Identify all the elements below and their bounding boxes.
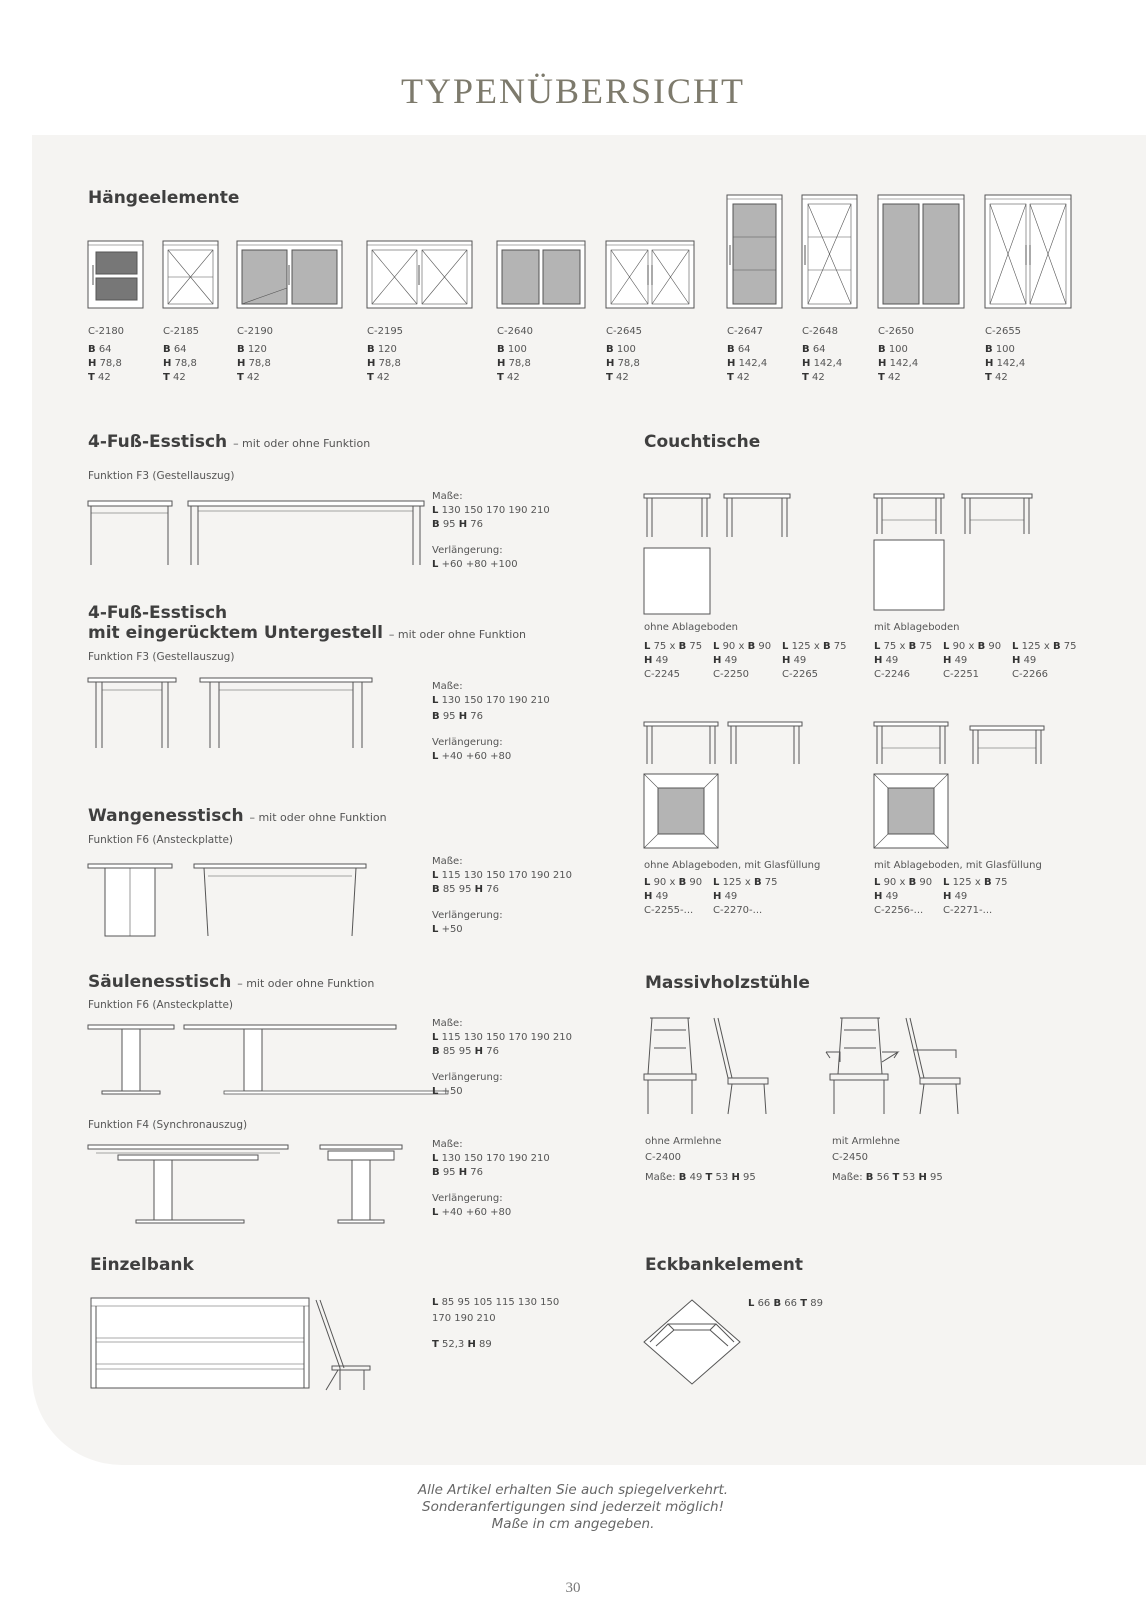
cabinet-c2648-drawing bbox=[802, 195, 857, 308]
cabinet-c2645-drawing bbox=[606, 241, 694, 308]
section-heading-wangenesstisch: Wangenesstisch – mit oder ohne Funktion bbox=[88, 806, 387, 826]
esstisch4-drawings bbox=[88, 495, 448, 575]
esstisch4-specs: Maße: L 130 150 170 190 210 B 95 H 76 Verlängerung: L +60 +80 +100 bbox=[432, 491, 550, 570]
page-number: 30 bbox=[565, 1580, 581, 1596]
cabinet-c2195-drawing bbox=[367, 241, 472, 308]
couch-spec: L 125 x B 75 H 49 C-2270-... bbox=[713, 877, 778, 916]
function-label: Funktion F4 (Synchronauszug) bbox=[88, 1119, 248, 1131]
esstisch4u-specs: Maße: L 130 150 170 190 210 B 95 H 76 Verlängerung: L +40 +60 +80 bbox=[432, 681, 550, 762]
cabinet-spec: C-2190 B 120 H 78,8 T 42 bbox=[237, 326, 274, 383]
chair-spec-ohne-armlehne: ohne Armlehne C-2400 Maße: B 49 T 53 H 95 bbox=[645, 1136, 756, 1183]
couch-spec: L 125 x B 75 H 49 C-2271-... bbox=[943, 877, 1008, 916]
eckbank-drawing bbox=[644, 1300, 754, 1390]
couchtische-glass-drawings bbox=[644, 722, 1084, 862]
cabinet-c2650-drawing bbox=[878, 195, 964, 308]
cabinet-spec: C-2650 B 100 H 142,4 T 42 bbox=[878, 326, 919, 383]
function-label: Funktion F6 (Ansteckplatte) bbox=[88, 999, 234, 1011]
cabinet-spec: C-2648 B 64 H 142,4 T 42 bbox=[802, 326, 843, 383]
couch-spec: L 125 x B 75 H 49 C-2266 bbox=[1012, 641, 1077, 680]
cabinet-spec: C-2655 B 100 H 142,4 T 42 bbox=[985, 326, 1026, 383]
section-heading-4fuss-esstisch: 4-Fuß-Esstisch – mit oder ohne Funktion bbox=[88, 432, 371, 452]
footer-note: Alle Artikel erhalten Sie auch spiegelverkehrt. Sonderanfertigungen sind jederzeit möglich! Maße in cm angegeben. bbox=[417, 1482, 729, 1532]
couch-spec: L 90 x B 90 H 49 C-2255-... bbox=[644, 877, 703, 916]
einzelbank-specs: L 85 95 105 115 130 150 170 190 210 T 52,3 H 89 bbox=[432, 1297, 560, 1350]
section-heading-4fuss-untergestell: 4-Fuß-Esstisch mit eingerücktem Untergestell – mit oder ohne Funktion bbox=[88, 603, 527, 643]
eckbank-specs: L 66 B 66 T 89 bbox=[748, 1298, 823, 1309]
section-heading-eckbankelement: Eckbankelement bbox=[645, 1255, 803, 1275]
cabinet-c2640-drawing bbox=[497, 241, 585, 308]
couch-spec: L 90 x B 90 H 49 C-2250 bbox=[713, 641, 772, 680]
wangen-specs: Maße: L 115 130 150 170 190 210 B 85 95 H 76 Verlängerung: L +50 bbox=[432, 856, 572, 935]
cabinet-spec: C-2645 B 100 H 78,8 T 42 bbox=[606, 326, 643, 383]
couchtische-plain-drawings bbox=[644, 494, 1084, 634]
saeulenesstisch-f4-drawings bbox=[88, 1145, 408, 1235]
section-heading-massivholzstuehle: Massivholzstühle bbox=[645, 973, 810, 993]
function-label: Funktion F6 (Ansteckplatte) bbox=[88, 834, 234, 846]
couch-spec: L 90 x B 90 H 49 C-2251 bbox=[943, 641, 1002, 680]
chairs-drawings bbox=[644, 1018, 1004, 1128]
cabinet-c2647-drawing bbox=[727, 195, 782, 308]
cabinet-spec: C-2640 B 100 H 78,8 T 42 bbox=[497, 326, 534, 383]
function-label: Funktion F3 (Gestellauszug) bbox=[88, 651, 235, 663]
cabinet-spec: C-2180 B 64 H 78,8 T 42 bbox=[88, 326, 125, 383]
saeulen-f4-specs: Maße: L 130 150 170 190 210 B 95 H 76 Verlängerung: L +40 +60 +80 bbox=[432, 1139, 550, 1218]
section-heading-haengeelemente: Hängeelemente bbox=[88, 188, 240, 208]
cabinet-spec: C-2647 B 64 H 142,4 T 42 bbox=[727, 326, 768, 383]
cabinet-c2655-drawing bbox=[985, 195, 1071, 308]
couch-spec: L 90 x B 90 H 49 C-2256-... bbox=[874, 877, 933, 916]
section-heading-einzelbank: Einzelbank bbox=[90, 1255, 194, 1275]
cabinet-spec: C-2195 B 120 H 78,8 T 42 bbox=[367, 326, 404, 383]
couch-spec: L 125 x B 75 H 49 C-2265 bbox=[782, 641, 847, 680]
saeulen-f6-specs: Maße: L 115 130 150 170 190 210 B 85 95 H 76 Verlängerung: L +50 bbox=[432, 1018, 572, 1097]
couch-group-label: mit Ablageboden, mit Glasfüllung bbox=[874, 860, 1042, 871]
couch-spec: L 75 x B 75 H 49 C-2246 bbox=[874, 641, 933, 680]
chair-spec-mit-armlehne: mit Armlehne C-2450 Maße: B 56 T 53 H 95 bbox=[832, 1136, 943, 1183]
cabinet-c2185-drawing bbox=[163, 241, 218, 308]
saeulenesstisch-f6-drawings bbox=[88, 1025, 408, 1105]
couch-group-label: ohne Ablageboden, mit Glasfüllung bbox=[644, 860, 821, 871]
section-heading-couchtische: Couchtische bbox=[644, 432, 761, 452]
page-title: TYPENÜBERSICHT bbox=[400, 71, 746, 111]
esstisch4u-drawings bbox=[88, 678, 388, 758]
wangenesstisch-drawings bbox=[88, 864, 388, 944]
section-heading-saeulenesstisch: Säulenesstisch – mit oder ohne Funktion bbox=[88, 972, 375, 992]
einzelbank-drawings bbox=[88, 1298, 388, 1398]
cabinet-spec: C-2185 B 64 H 78,8 T 42 bbox=[163, 326, 200, 383]
couch-group-label: mit Ablageboden bbox=[874, 622, 960, 633]
couch-spec: L 75 x B 75 H 49 C-2245 bbox=[644, 641, 703, 680]
couch-group-label: ohne Ablageboden bbox=[644, 622, 739, 633]
function-label: Funktion F3 (Gestellauszug) bbox=[88, 470, 235, 482]
cabinet-c2180-drawing bbox=[88, 241, 143, 308]
cabinet-c2190-drawing bbox=[237, 241, 342, 308]
